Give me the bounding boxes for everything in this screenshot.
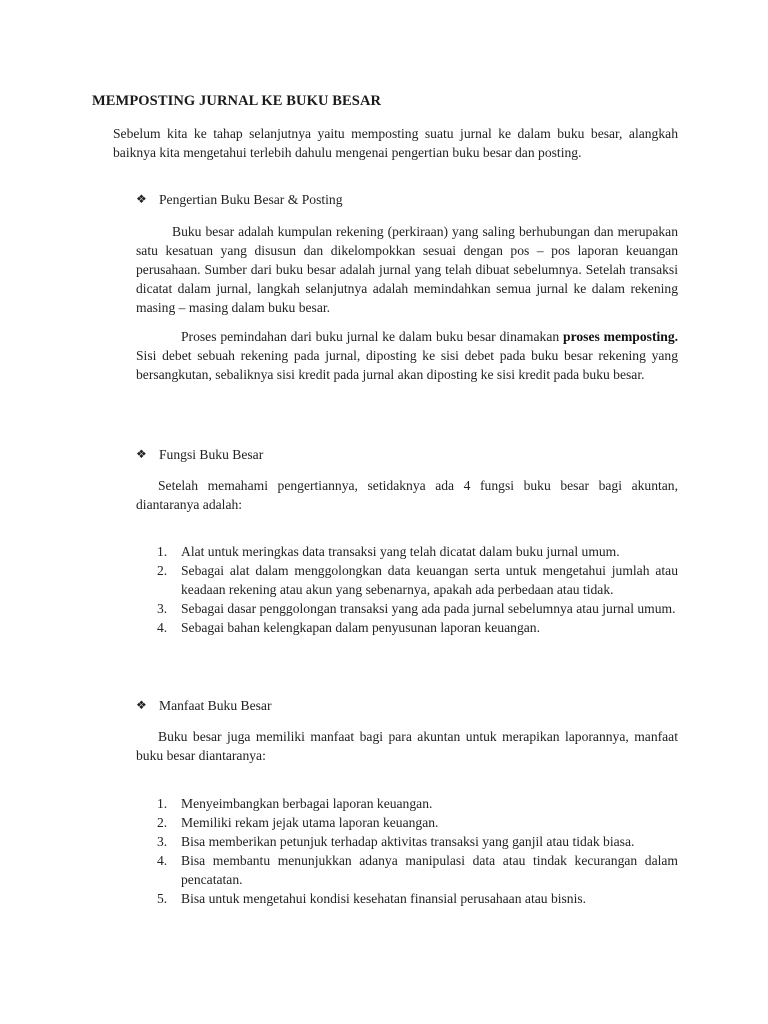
list-item-number: 3. bbox=[157, 601, 168, 616]
fungsi-paragraph: Setelah memahami pengertiannya, setidaknya ada 4 fungsi buku besar bagi akuntan, diantaranya adalah: bbox=[136, 478, 678, 512]
list-item bbox=[136, 889, 678, 908]
intro-paragraph: Sebelum kita ke tahap selanjutnya yaitu memposting suatu jurnal ke dalam buku besar, alangkah baiknya kita mengetahui terlebih dahulu mengenai pengertian buku besar dan posting. bbox=[113, 126, 678, 160]
list-item bbox=[136, 832, 678, 851]
diamond-bullet-icon: ❖ bbox=[136, 192, 147, 206]
section-heading-pengertian bbox=[136, 190, 343, 209]
list-item-number: 1. bbox=[157, 796, 168, 811]
list-item bbox=[136, 599, 678, 618]
list-item bbox=[136, 794, 678, 813]
section-heading-label: Pengertian Buku Besar & Posting bbox=[159, 192, 343, 207]
list-item bbox=[136, 561, 678, 599]
list-item-number: 5. bbox=[157, 891, 168, 906]
fungsi-list bbox=[136, 542, 678, 637]
list-item bbox=[136, 542, 678, 561]
list-item-number: 4. bbox=[157, 620, 168, 635]
pengertian-paragraph-1: Buku besar adalah kumpulan rekening (perkiraan) yang saling berhubungan dan merupakan satu kesatuan yang disusun dan dikelompokkan sesuai dengan pos – pos laporan keuangan perusahaan. Sumber dari buku besar adalah jurnal yang telah dibuat sebelumnya. Setelah transaksi dicatat dalam jurnal, langkah selanjutnya adalah memindahkan semua jurnal ke dalam rekening masing – masing dalam buku besar. bbox=[136, 224, 678, 315]
section-heading-label: Fungsi Buku Besar bbox=[159, 447, 264, 462]
section-heading-manfaat bbox=[136, 696, 272, 715]
list-item-text: Bisa membantu menunjukkan adanya manipulasi data atau tindak kecurangan dalam pencatatan. bbox=[181, 853, 678, 887]
pengertian-paragraph-2 bbox=[136, 327, 678, 384]
document-title: MEMPOSTING JURNAL KE BUKU BESAR bbox=[92, 93, 382, 109]
diamond-bullet-icon: ❖ bbox=[136, 447, 147, 461]
list-item-text: Bisa memberikan petunjuk terhadap aktivitas transaksi yang ganjil atau tidak biasa. bbox=[181, 834, 635, 849]
list-item-text: Bisa untuk mengetahui kondisi kesehatan finansial perusahaan atau bisnis. bbox=[181, 891, 587, 906]
paragraph-text: Sisi debet sebuah rekening pada jurnal, diposting ke sisi debet pada buku besar rekening yang bersangkutan, sebaliknya sisi kredit pada jurnal akan diposting ke sisi kredit pada buku besar. bbox=[136, 348, 678, 382]
bold-term: proses memposting. bbox=[563, 329, 679, 344]
list-item-text: Sebagai dasar penggolongan transaksi yang ada pada jurnal sebelumnya atau jurnal umum. bbox=[181, 601, 676, 616]
list-item-text: Alat untuk meringkas data transaksi yang telah dicatat dalam buku jurnal umum. bbox=[181, 544, 620, 559]
list-item-number: 1. bbox=[157, 544, 168, 559]
list-item-number: 2. bbox=[157, 815, 168, 830]
section-heading-label: Manfaat Buku Besar bbox=[159, 698, 272, 713]
list-item bbox=[136, 813, 678, 832]
list-item-number: 4. bbox=[157, 853, 168, 868]
manfaat-list bbox=[136, 794, 678, 908]
diamond-bullet-icon: ❖ bbox=[136, 698, 147, 712]
list-item-text: Memiliki rekam jejak utama laporan keuangan. bbox=[181, 815, 439, 830]
list-item bbox=[136, 618, 678, 637]
list-item-text: Sebagai alat dalam menggolongkan data keuangan serta untuk mengetahui jumlah atau keadaan rekening atau akun yang sebenarnya, apakah ada perbedaan atau tidak. bbox=[181, 563, 678, 597]
list-item-number: 2. bbox=[157, 563, 168, 578]
list-item-text: Menyeimbangkan berbagai laporan keuangan. bbox=[181, 796, 433, 811]
paragraph-text: Proses pemindahan dari buku jurnal ke dalam buku besar dinamakan bbox=[181, 329, 564, 344]
section-heading-fungsi bbox=[136, 445, 263, 464]
list-item-text: Sebagai bahan kelengkapan dalam penyusunan laporan keuangan. bbox=[181, 620, 540, 635]
list-item-number: 3. bbox=[157, 834, 168, 849]
manfaat-paragraph: Buku besar juga memiliki manfaat bagi para akuntan untuk merapikan laporannya, manfaat buku besar diantaranya: bbox=[136, 729, 678, 763]
list-item bbox=[136, 851, 678, 889]
